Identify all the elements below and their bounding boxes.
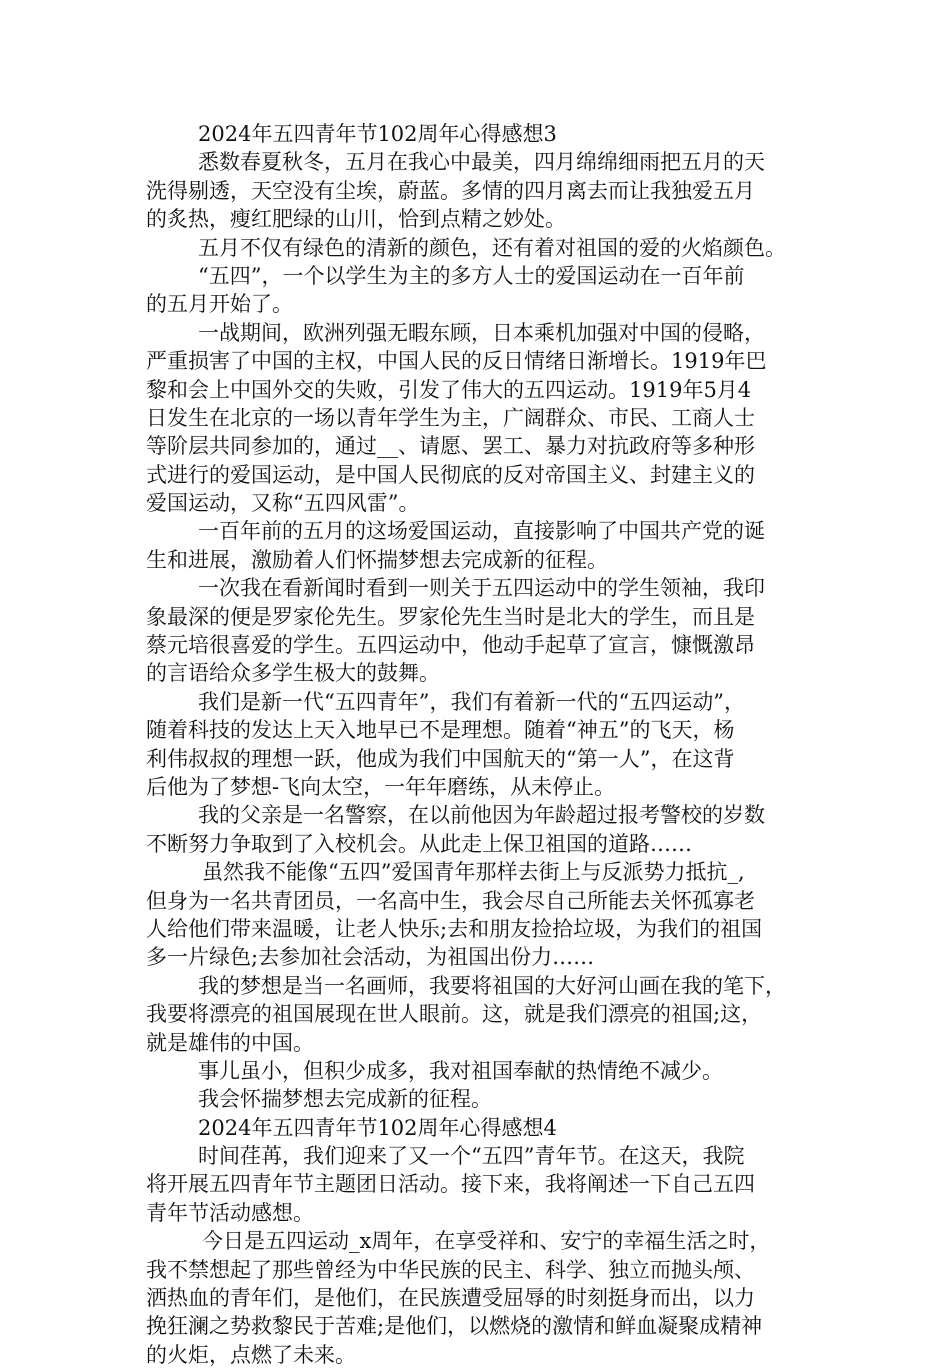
text-line: 多一片绿色;去参加社会活动，为祖国出份力……: [146, 945, 595, 970]
text-line: 人给他们带来温暖，让老人快乐;去和朋友捡拾垃圾，为我们的祖国: [146, 916, 763, 941]
text-line: 严重损害了中国的主权，中国人民的反日情绪日渐增长。1919年巴: [146, 349, 767, 374]
text-line: 时间荏苒，我们迎来了又一个“五四”青年节。在这天，我院: [198, 1144, 745, 1169]
text-line: 利伟叔叔的理想一跃，他成为我们中国航天的“第一人”，在这背: [146, 746, 735, 771]
text-line: 等阶层共同参加的，通过__、请愿、罢工、暴力对抗政府等多种形: [146, 434, 755, 459]
text-line: 的言语给众多学生极大的鼓舞。: [146, 661, 440, 686]
text-line: 爱国运动，又称“五四风雷”。: [146, 491, 420, 516]
text-line: 生和进展，激励着人们怀揣梦想去完成新的征程。: [146, 547, 608, 572]
text-line: 的火炬，点燃了未来。: [146, 1342, 356, 1367]
text-line: 五月不仅有绿色的清新的颜色，还有着对祖国的爱的火焰颜色。: [198, 235, 786, 260]
text-line: 一次我在看新闻时看到一则关于五四运动中的学生领袖，我印: [198, 576, 765, 601]
text-line: 我的父亲是一名警察，在以前他因为年龄超过报考警校的岁数: [198, 803, 765, 828]
text-line: 随着科技的发达上天入地早已不是理想。随着“神五”的飞天，杨: [146, 718, 735, 743]
text-line: 我要将漂亮的祖国展现在世人眼前。这，就是我们漂亮的祖国;这，: [146, 1002, 763, 1027]
text-line: 一百年前的五月的这场爱国运动，直接影响了中国共产党的诞: [198, 519, 765, 544]
text-line: 不断努力争取到了入校机会。从此走上保卫祖国的道路……: [146, 831, 692, 856]
text-line: 就是雄伟的中国。: [146, 1030, 314, 1055]
text-line: 的五月开始了。: [146, 292, 293, 317]
text-line: 我们是新一代“五四青年”，我们有着新一代的“五四运动”，: [198, 689, 745, 714]
text-line: 一战期间，欧洲列强无暇东顾，日本乘机加强对中国的侵略，: [198, 320, 765, 345]
text-line: 洗得剔透，天空没有尘埃，蔚蓝。多情的四月离去而让我独爱五月: [146, 178, 755, 203]
text-line: 黎和会上中国外交的失败，引发了伟大的五四运动。1919年5月4: [146, 377, 752, 402]
text-line: 蔡元培很喜爱的学生。五四运动中，他动手起草了宣言，慷慨激昂: [146, 633, 755, 658]
text-line: 式进行的爱国运动，是中国人民彻底的反对帝国主义、封建主义的: [146, 462, 755, 487]
text-line: 我不禁想起了那些曾经为中华民族的民主、科学、独立而抛头颅、: [146, 1257, 755, 1282]
text-line: 青年节活动感想。: [146, 1200, 314, 1225]
section-heading: 2024年五四青年节102周年心得感想4: [198, 1115, 557, 1140]
text-line: 挽狂澜之势救黎民于苦难;是他们，以燃烧的激情和鲜血凝聚成精神: [146, 1314, 763, 1339]
text-line: 将开展五四青年节主题团日活动。接下来，我将阐述一下自己五四: [146, 1172, 755, 1197]
document-page: [146, 120, 811, 1369]
text-line: 后他为了梦想-飞向太空，一年年磨练，从未停止。: [146, 774, 616, 799]
text-line: 事儿虽小，但积少成多，我对祖国奉献的热情绝不减少。: [198, 1058, 723, 1083]
section-heading: 2024年五四青年节102周年心得感想3: [198, 122, 557, 146]
text-line: 洒热血的青年们，是他们，在民族遭受屈辱的时刻挺身而出，以力: [146, 1286, 755, 1311]
text-line: 悉数春夏秋冬，五月在我心中最美，四月绵绵细雨把五月的天: [198, 150, 765, 175]
text-line: 日发生在北京的一场以青年学生为主，广阔群众、市民、工商人士: [146, 405, 755, 430]
text-line: 虽然我不能像“五四”爱国青年那样去街上与反派势力抵抗_,: [202, 860, 745, 885]
text-line: 我的梦想是当一名画师，我要将祖国的大好河山画在我的笔下，: [198, 973, 786, 998]
text-line: 但身为一名共青团员，一名高中生，我会尽自己所能去关怀孤寡老: [146, 888, 755, 913]
text-line: 象最深的便是罗家伦先生。罗家伦先生当时是北大的学生，而且是: [146, 604, 755, 629]
text-line: 今日是五四运动_x周年，在享受祥和、安宁的幸福生活之时，: [202, 1229, 771, 1254]
text-line: “五四”，一个以学生为主的多方人士的爱国运动在一百年前: [198, 263, 745, 288]
text-line: 我会怀揣梦想去完成新的征程。: [198, 1087, 492, 1112]
text-line: 的炙热，瘦红肥绿的山川，恰到点精之妙处。: [146, 207, 566, 232]
